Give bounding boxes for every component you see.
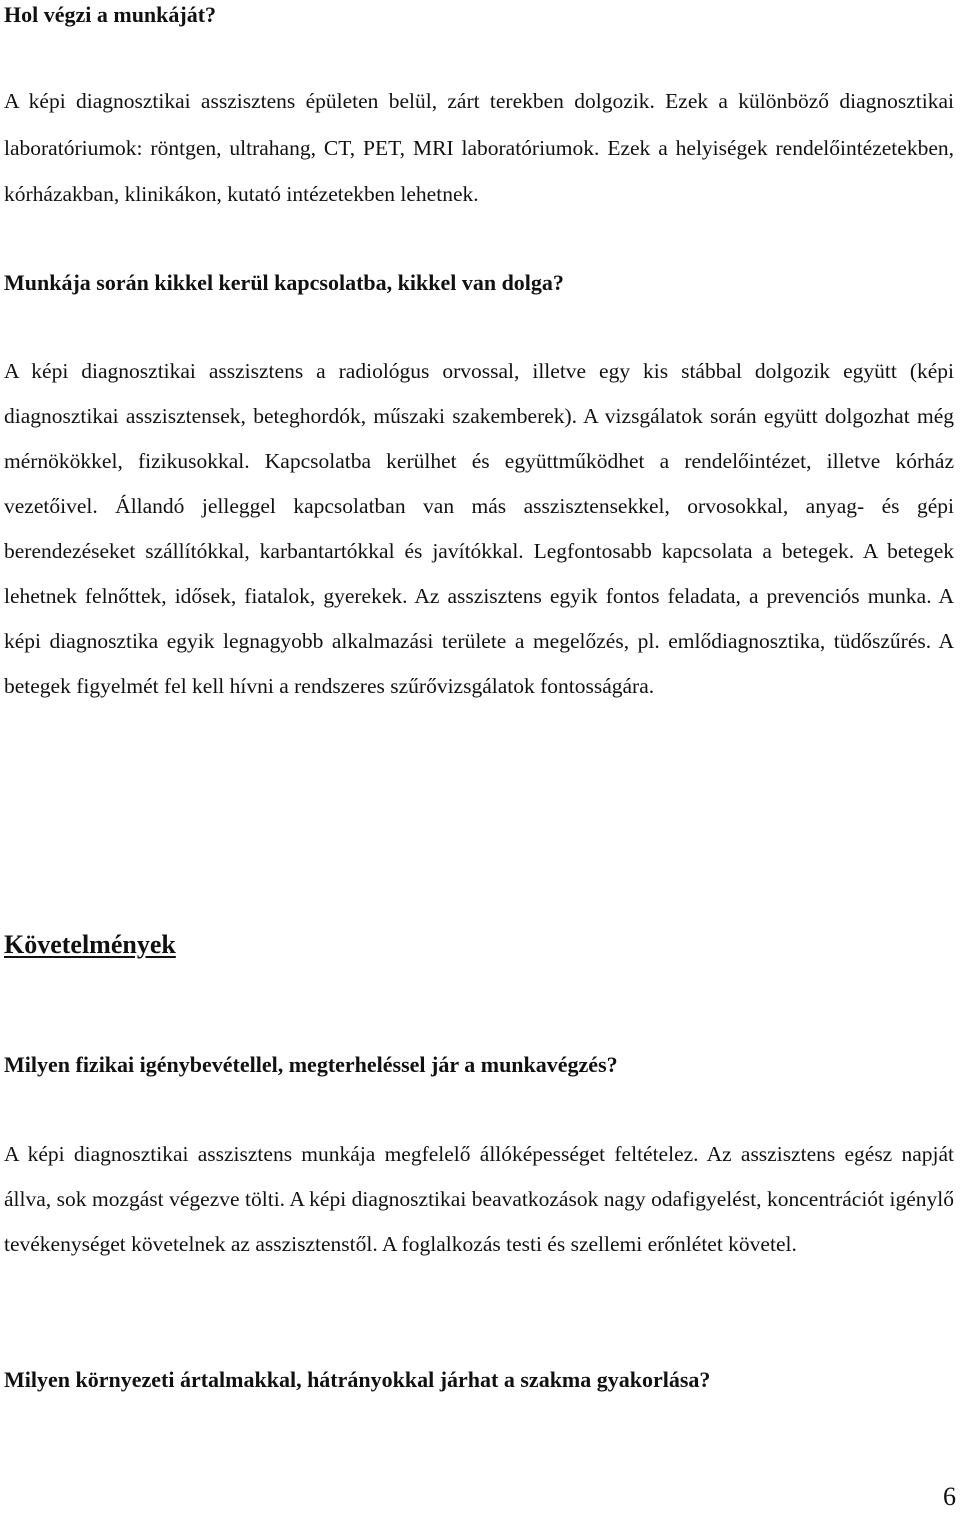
section-title-requirements: Követelmények — [4, 930, 176, 959]
heading-work-location: Hol végzi a munkáját? — [4, 2, 217, 27]
heading-physical-demands: Milyen fizikai igénybevétellel, megterheléssel jár a munkavégzés? — [4, 1052, 618, 1077]
paragraph-work-location: A képi diagnosztikai asszisztens épületen belül, zárt terekben dolgozik. Ezek a különböző diagnosztikai laboratóriumok: röntgen, ultrahang, CT, PET, MRI laboratóriumok. Ezek a helyiségek rendelőintézetekben, kórházakban, klinikákon, kutató intézetekben lehetnek. — [4, 89, 954, 206]
heading-contacts: Munkája során kikkel kerül kapcsolatba, kikkel van dolga? — [4, 270, 564, 295]
heading-environmental-hazards: Milyen környezeti ártalmakkal, hátrányokkal járhat a szakma gyakorlása? — [4, 1367, 711, 1392]
page-number: 6 — [943, 1482, 956, 1511]
paragraph-contacts: A képi diagnosztikai asszisztens a radiológus orvossal, illetve egy kis stábbal dolgozik együtt (képi diagnosztikai asszisztensek, beteghordók, műszaki szakemberek). A vizsgálatok során együtt dolgozhat még mérnökökkel, fizikusokkal. Kapcsolatba kerülhet és együttműködhet a rendelőintézet, illetve kórház vezetőivel. Állandó jelleggel kapcsolatban van más asszisztensekkel, orvosokkal, anyag- és gépi berendezéseket szállítókkal, karbantartókkal és javítókkal. Legfontosabb kapcsolata a betegek. A betegek lehetnek felnőttek, idősek, fiatalok, gyerekek. Az asszisztens egyik fontos feladata, a prevenciós munka. A képi diagnosztika egyik legnagyobb alkalmazási területe a megelőzés, pl. emlődiagnosztika, tüdőszűrés. A betegek figyelmét fel kell hívni a rendszeres szűrővizsgálatok fontosságára. — [4, 359, 954, 698]
paragraph-physical-demands: A képi diagnosztikai asszisztens munkája megfelelő állóképességet feltételez. Az asszisztens egész napját állva, sok mozgást végezve tölti. A képi diagnosztikai beavatkozások nagy odafigyelést, koncentrációt igénylő tevékenységet követelnek az asszisztenstől. A foglalkozás testi és szellemi erőnlétet követel. — [4, 1142, 954, 1256]
